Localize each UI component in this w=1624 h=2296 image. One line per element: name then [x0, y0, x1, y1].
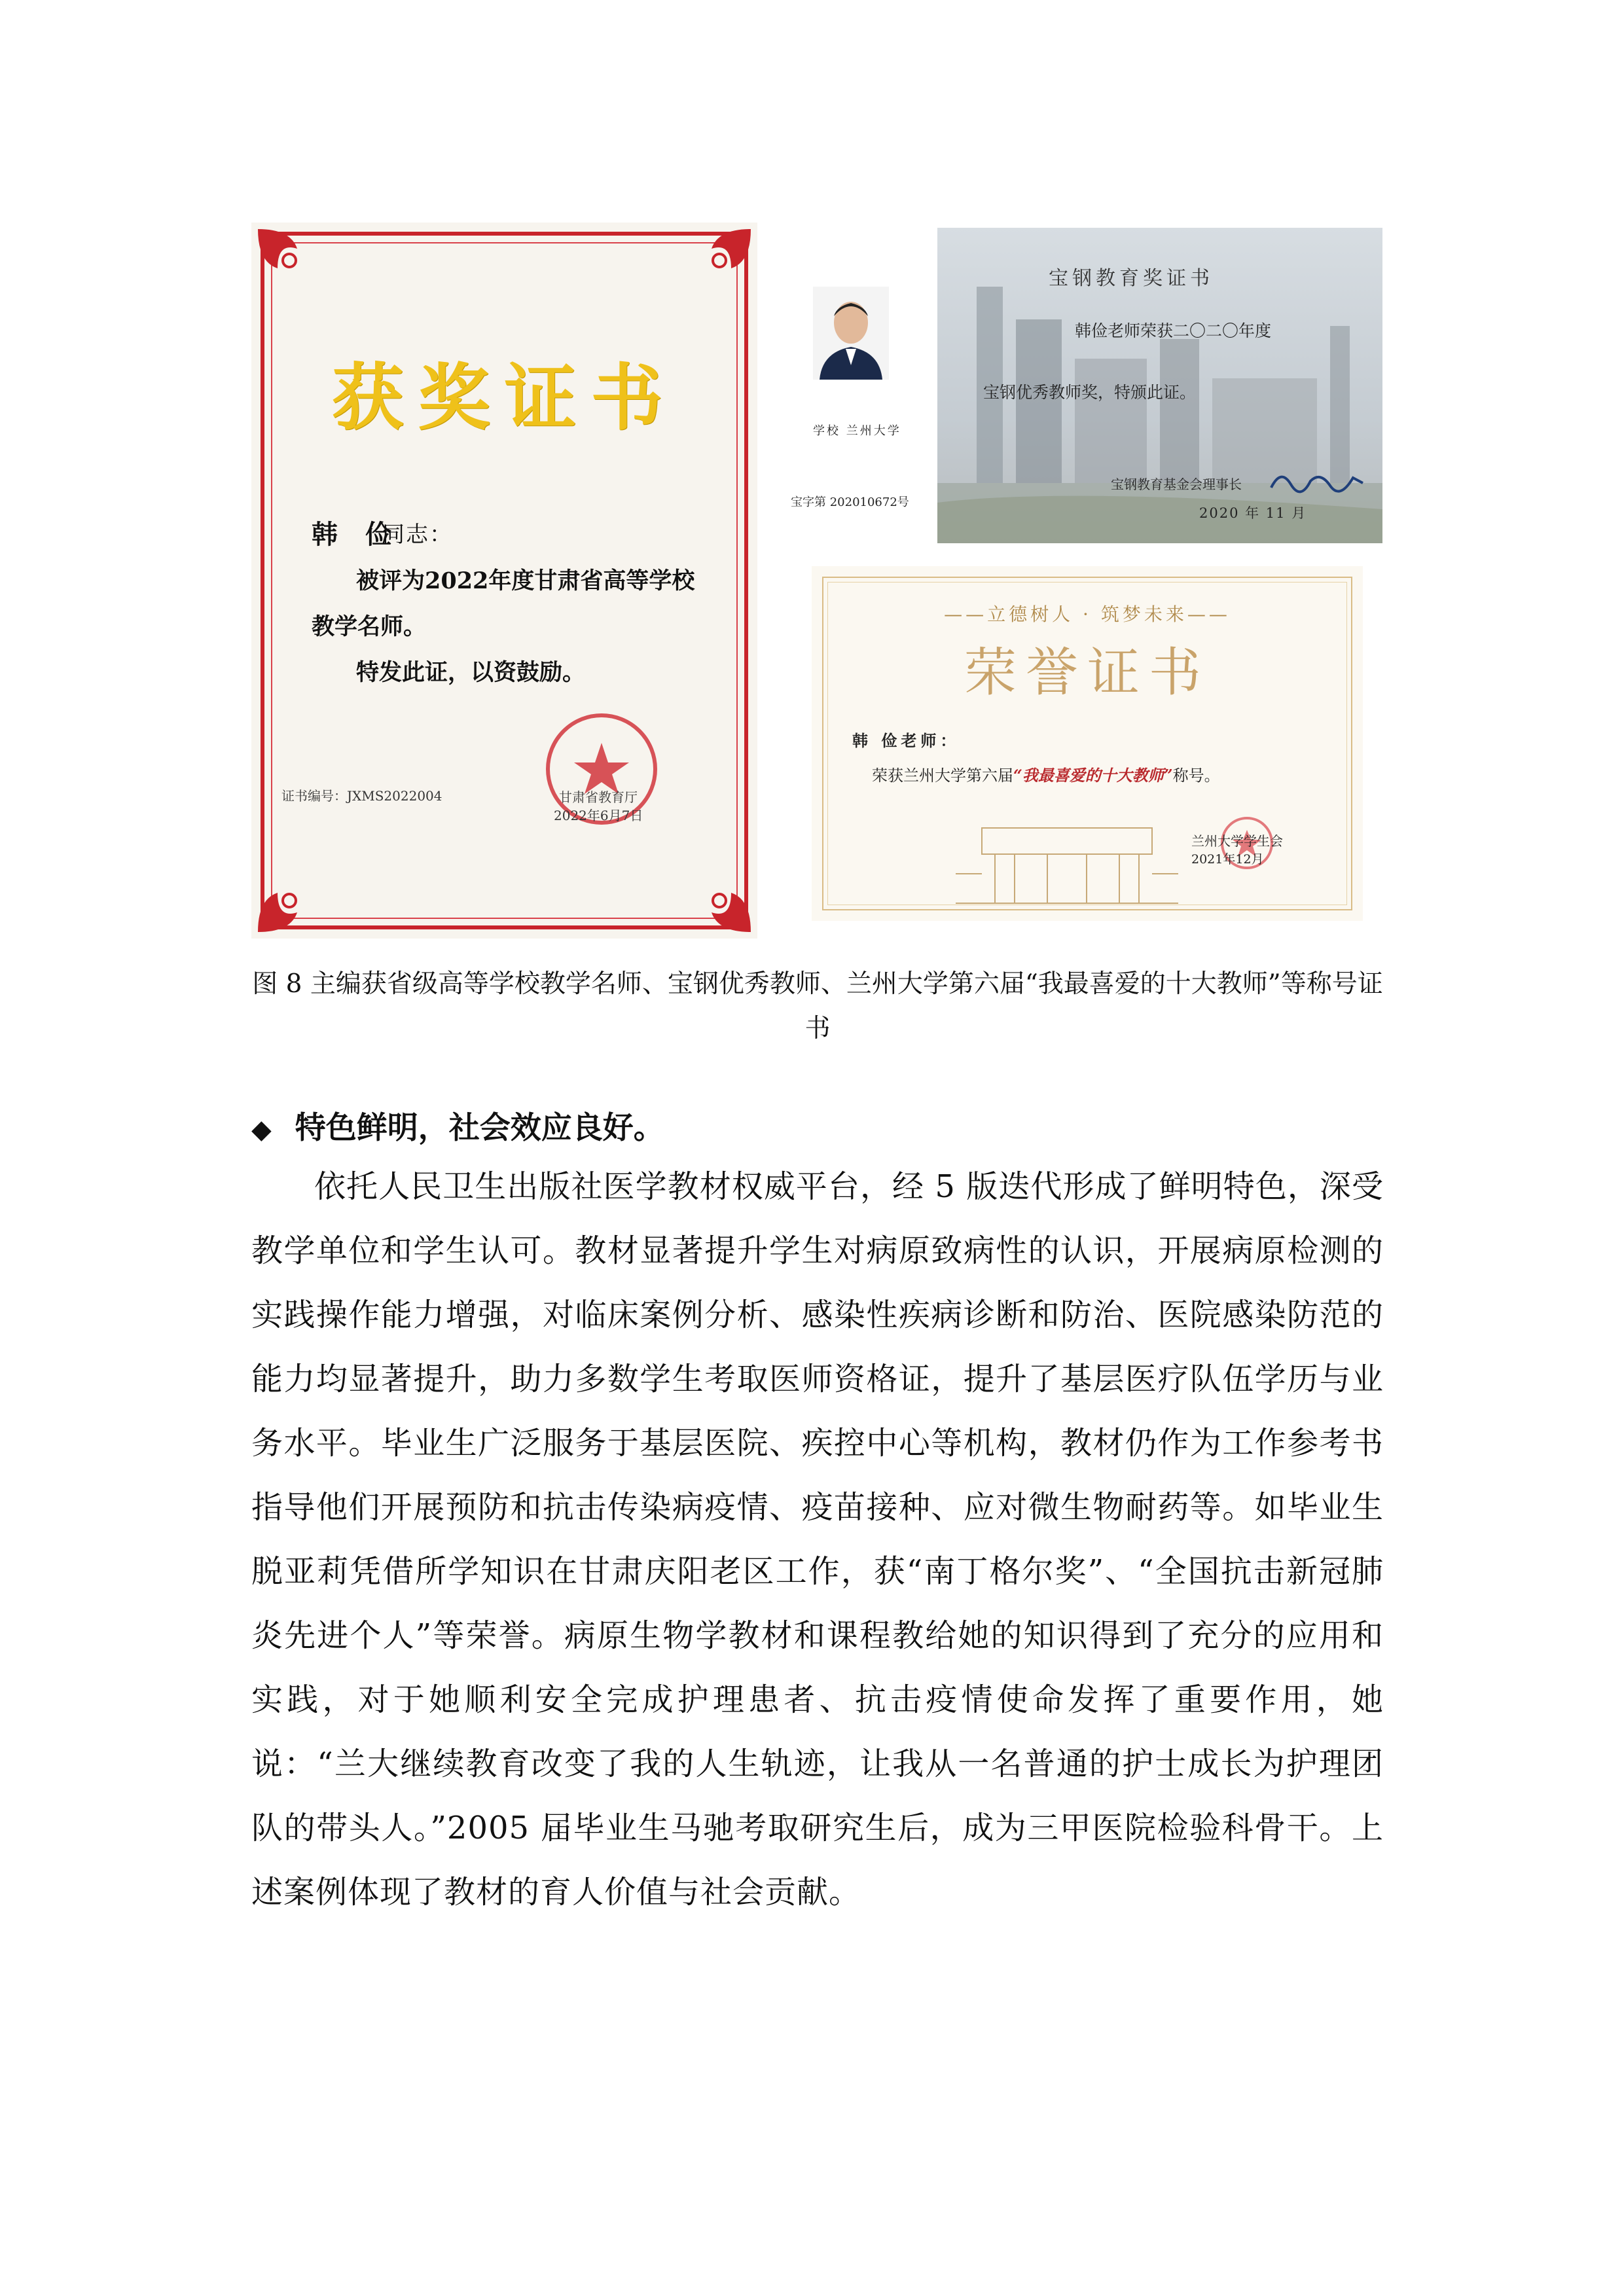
recipient-school: 学校 兰州大学	[813, 424, 901, 438]
certificate-number: 宝字第 202010672号	[791, 495, 909, 509]
certificate-title: 荣誉证书	[964, 642, 1210, 703]
certificate-date: 2022年6月7日	[554, 808, 643, 823]
award-certificate-image	[251, 223, 757, 939]
section-heading	[251, 1103, 664, 1147]
university-gate-illustration	[956, 815, 1178, 906]
certificate-text-line: 韩俭老师荣获二〇二〇年度	[1075, 321, 1272, 340]
honor-text-prefix: 荣获兰州大学第六届	[872, 766, 1013, 785]
certificate-signer: 宝钢教育基金会理事长	[1111, 476, 1242, 492]
ornament-corner-bottom-right	[679, 860, 757, 939]
recipient-name: 韩 俭	[312, 519, 401, 550]
ornament-corner-bottom-left	[251, 860, 330, 939]
certificate-date: 2021年12月	[1191, 852, 1264, 867]
certificate-text-line: 宝钢优秀教师奖，特颁此证。	[983, 383, 1197, 402]
baosteel-certificate-image	[787, 228, 1382, 543]
section-heading-text: 特色鲜明，社会效应良好。	[295, 1110, 664, 1146]
signature-scribble	[1268, 465, 1366, 497]
ornament-corner-top-left	[251, 223, 330, 301]
recipient-salutation: 同志：	[382, 522, 453, 548]
honor-text-suffix: 称号。	[1172, 766, 1220, 785]
certificate-slogan: ——立德树人 · 筑梦未来——	[944, 603, 1231, 625]
recipient-name: 韩 俭老师：	[852, 731, 960, 750]
certificate-title: 宝钢教育奖证书	[1049, 267, 1214, 290]
figure-caption: 图 8 主编获省级高等学校教学名师、宝钢优秀教师、兰州大学第六届“我最喜爱的十大教师”等称号证书	[252, 969, 1383, 1043]
honor-certificate-image	[812, 566, 1363, 921]
honor-title-highlight: “我最喜爱的十大教师”	[1013, 766, 1173, 785]
certificate-issuer: 甘肃省教育厅	[559, 789, 638, 805]
recipient-portrait	[813, 287, 889, 380]
ornament-corner-top-right	[679, 223, 757, 301]
certificate-issuer: 兰州大学学生会	[1191, 833, 1283, 849]
certificate-text-line: 教学名师。	[312, 613, 427, 640]
certificate-text-line: 被评为2022年度甘肃省高等学校	[356, 567, 695, 594]
body-paragraph: 依托人民卫生出版社医学教材权威平台，经 5 版迭代形成了鲜明特色，深受教学单位和学生认可。教材显著提升学生对病原致病性的认识，开展病原检测的实践操作能力增强，对临床案例分析、感染性疾病诊断和防治、医院感染防范的能力均显著提升，助力多数学生考取医师资格证，提升了基层医疗队伍学历与业务水平。毕业生广泛服务于基层医院、疾控中心等机构，教材仍作为工作参考书指导他们开展预防和抗击传染病疫情、疫苗接种、应对微生物耐药等。如毕业生脱亚莉凭借所学知识在甘肃庆阳老区工作，获“南丁格尔奖”、“全国抗击新冠肺炎先进个人”等荣誉。病原生物学教材和课程教给她的知识得到了充分的应用和实践，对于她顺利安全完成护理患者、抗击疫情使命发挥了重要作用，她说：“兰大继续教育改变了我的人生轨迹，让我从一名普通的护士成长为护理团队的带头人。”2005 届毕业生马驰考取研究生后，成为三甲医院检验科骨干。上述案例体现了教材的育人价值与社会贡献。	[251, 1168, 1384, 1910]
diamond-bullet-icon: ◆	[251, 1115, 272, 1145]
certificate-date: 2020 年 11 月	[1199, 505, 1307, 521]
certificate-number: 证书编号：JXMS2022004	[281, 788, 442, 804]
certificate-title: 获奖证书	[331, 355, 677, 440]
certificate-text-line: 特发此证，以资鼓励。	[356, 659, 586, 686]
certificate-text-line	[872, 762, 1220, 785]
